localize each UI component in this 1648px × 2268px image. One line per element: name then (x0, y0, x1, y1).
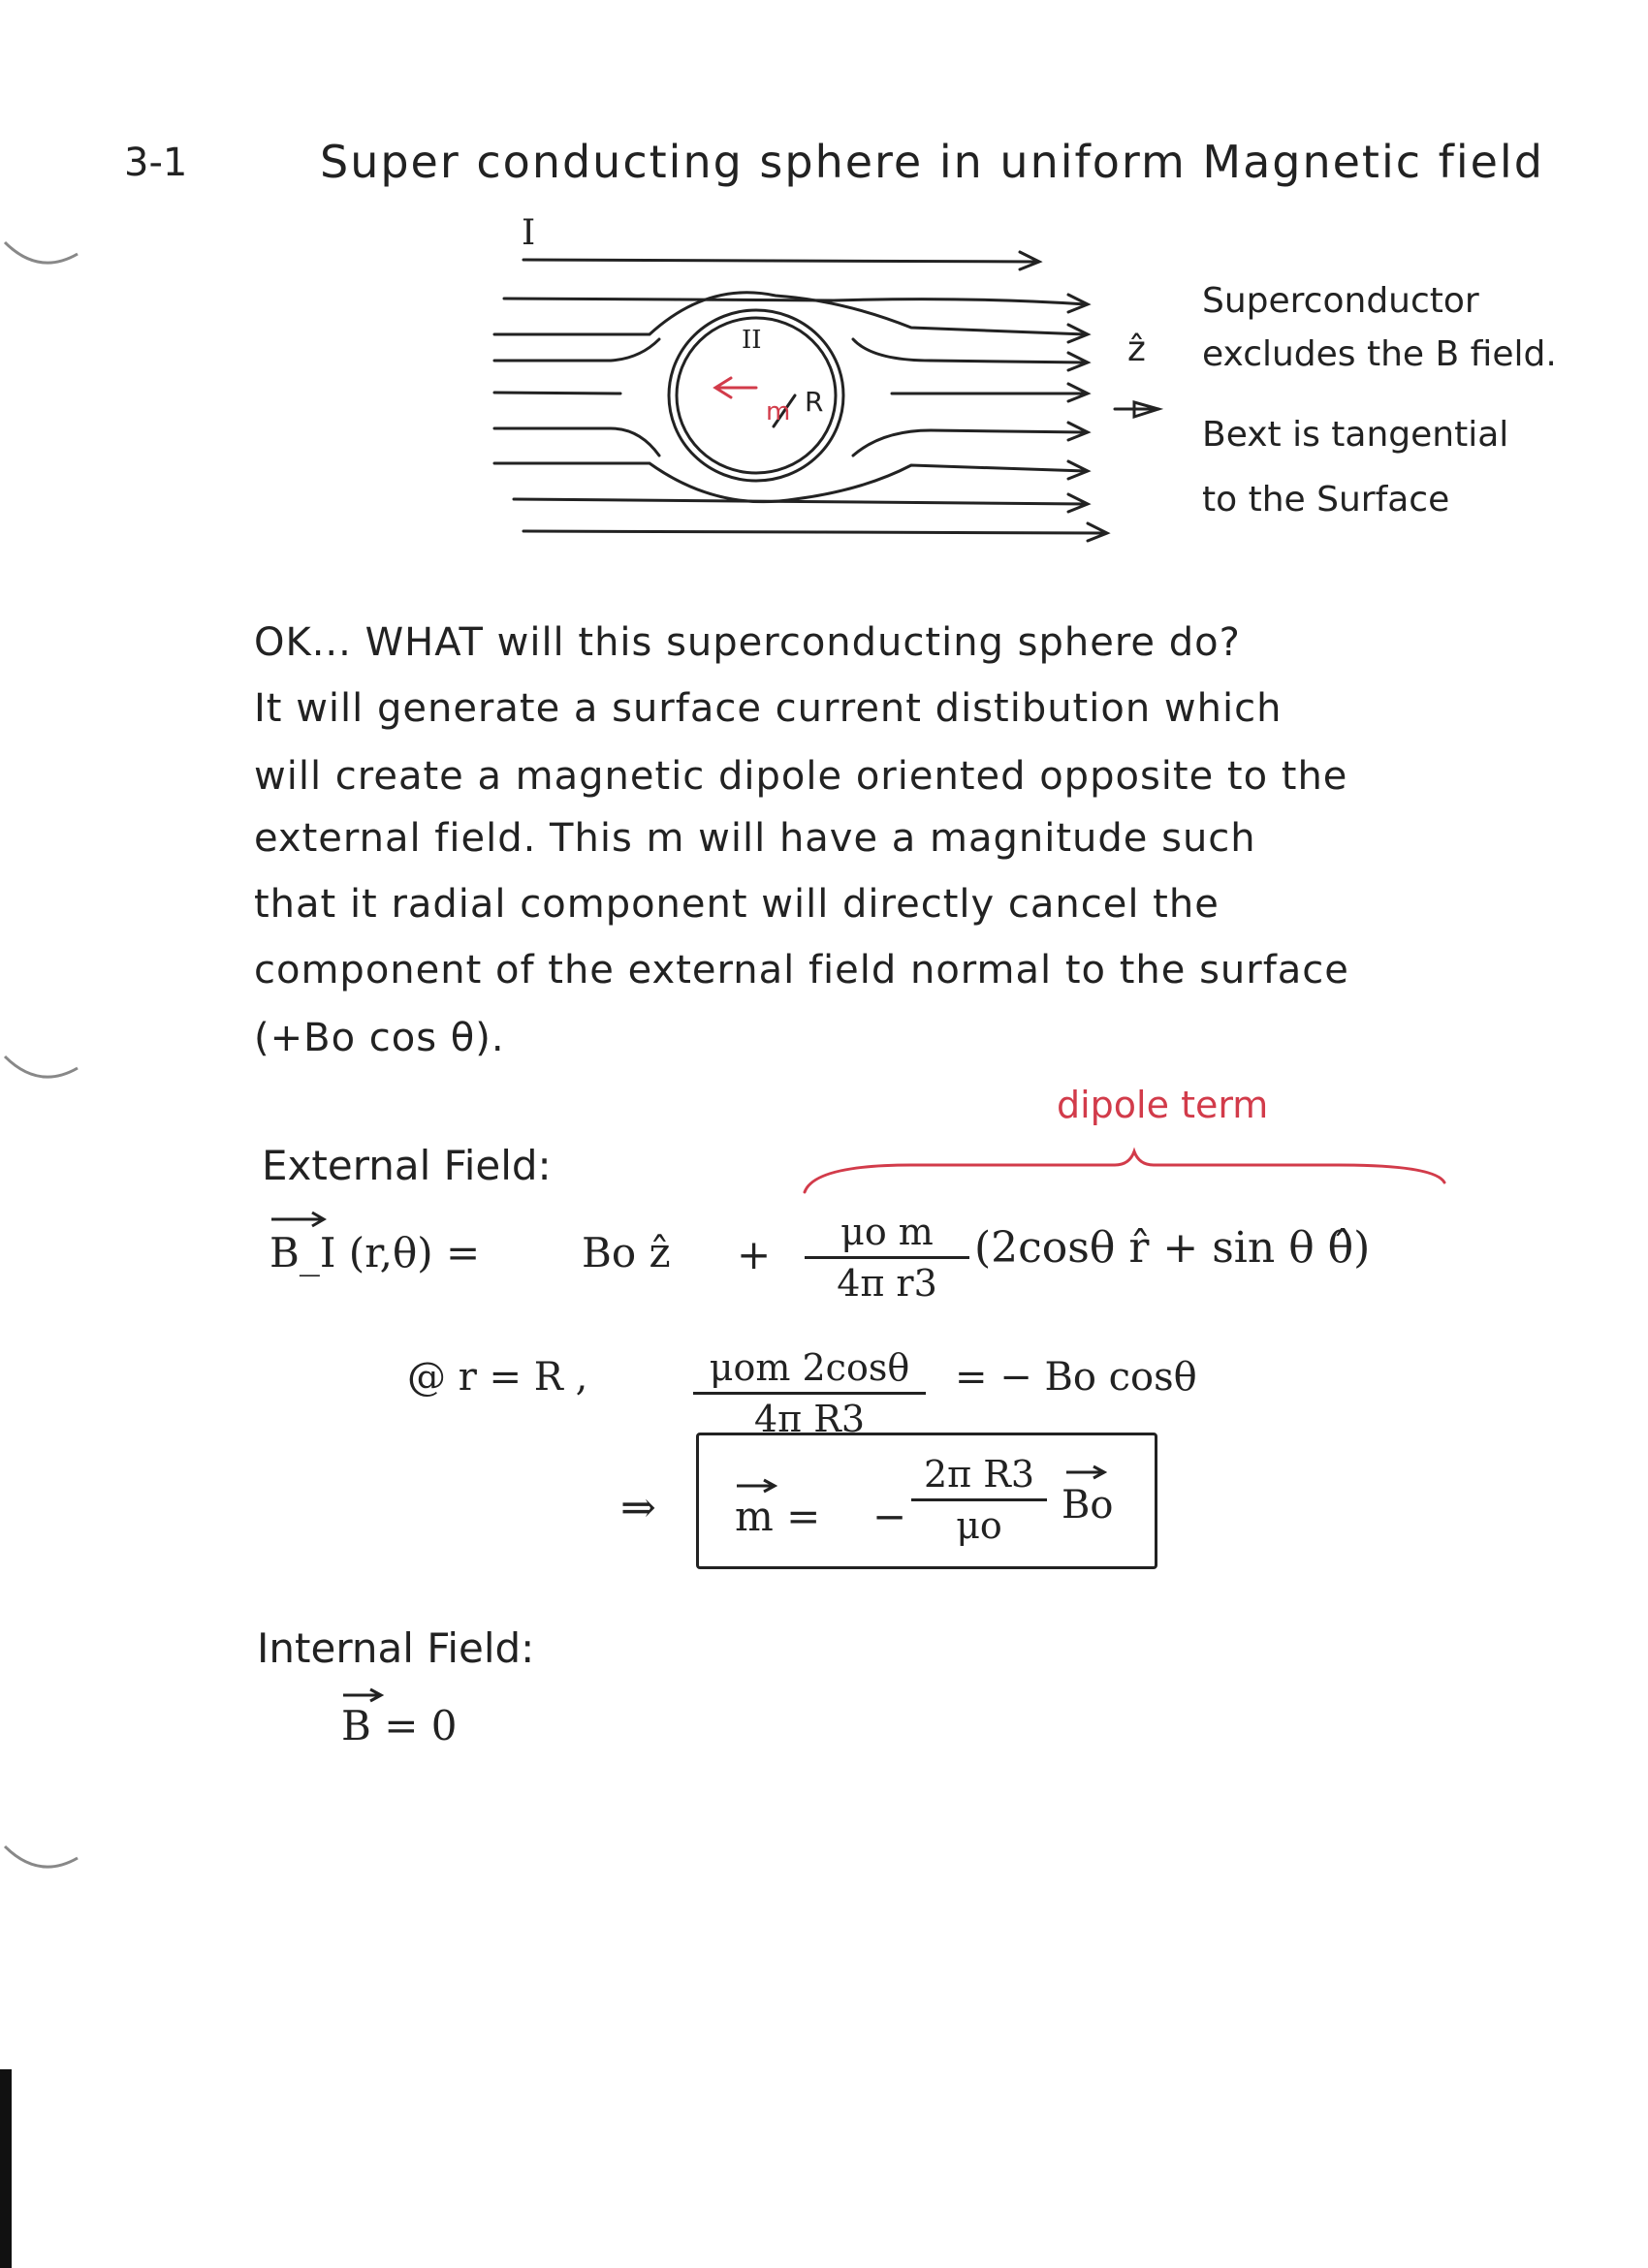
paragraph-line: OK... WHAT will this superconducting sphere do? (254, 620, 1241, 665)
fraction-bar (693, 1392, 926, 1395)
paragraph-line: will create a magnetic dipole oriented opposite to the (254, 754, 1348, 799)
plus-sign: + (737, 1231, 772, 1278)
vector-arrow (269, 1210, 328, 1229)
result-lhs: m = (735, 1493, 821, 1540)
field-line (523, 260, 1037, 262)
dipole-term-label: dipole term (1057, 1084, 1269, 1126)
fraction-bar (805, 1256, 969, 1259)
field-line (523, 531, 1105, 533)
field-line (853, 430, 1086, 456)
boundary-condition: @ r = R , (407, 1355, 588, 1400)
internal-field-equation: B = 0 (341, 1702, 458, 1749)
region-label-outer: I (522, 213, 536, 253)
result-coefficient (911, 1452, 1047, 1548)
dipole-brace (795, 1144, 1454, 1202)
paragraph-line: component of the external field normal to the surface (254, 948, 1349, 992)
moment-label: m (766, 397, 791, 426)
note-line: excludes the B field. (1202, 334, 1557, 374)
internal-field-heading: Internal Field: (257, 1624, 535, 1672)
moment-arrow (715, 378, 756, 397)
paragraph-line: It will generate a surface current distibution which (254, 686, 1283, 731)
field-line-diagram (465, 204, 1163, 552)
fraction-bar (911, 1498, 1047, 1501)
problem-number: 3-1 (124, 141, 188, 185)
axis-label: ẑ (1127, 330, 1146, 369)
radius-label: R (805, 386, 824, 418)
result-numerator: 2π R3 (923, 1453, 1035, 1496)
boundary-lhs-denominator: 4π R3 (753, 1398, 866, 1440)
note-line: Bext is tangential (1202, 415, 1509, 455)
field-line (494, 428, 659, 456)
field-line (494, 393, 620, 394)
field-line (494, 463, 1086, 502)
result-vector: Bo (1062, 1483, 1114, 1528)
dipole-coefficient-numerator: μo m (840, 1211, 934, 1253)
implies-arrow: ⇒ (620, 1483, 656, 1532)
boundary-lhs-numerator: μom 2cosθ (709, 1346, 910, 1389)
region-label-inner: II (742, 326, 762, 355)
note-line: Superconductor (1202, 281, 1479, 321)
dipole-coefficient-denominator: 4π r3 (837, 1262, 937, 1305)
field-line (504, 299, 1086, 304)
binder-hole-mark (0, 1837, 97, 1895)
boundary-rhs: = − Bo cosθ (955, 1355, 1197, 1400)
paragraph-line: external field. This m will have a magnitude such (254, 816, 1256, 861)
binder-hole-mark (0, 1047, 97, 1105)
binder-hole-mark (0, 233, 97, 291)
page-title: Super conducting sphere in uniform Magnetic field (320, 136, 1544, 188)
external-field-heading: External Field: (262, 1142, 552, 1189)
scan-edge (0, 2069, 12, 2268)
paragraph-line: that it radial component will directly cancel the (254, 882, 1220, 927)
result-denominator: μo (956, 1504, 1002, 1547)
dipole-coefficient (805, 1210, 969, 1306)
vector-arrow (1064, 1464, 1107, 1481)
dipole-bracket: (2cosθ r̂ + sin θ θ̂) (974, 1223, 1371, 1273)
external-field-lhs: B_I (r,θ) = (269, 1229, 481, 1276)
result-minus: − (872, 1493, 907, 1540)
field-line (494, 339, 659, 361)
field-line (853, 339, 1086, 362)
note-line: to the Surface (1202, 480, 1450, 520)
external-field-term1: Bo ẑ (582, 1229, 671, 1276)
paragraph-line: (+Bo cos θ). (254, 1016, 505, 1060)
boundary-lhs (693, 1345, 926, 1441)
